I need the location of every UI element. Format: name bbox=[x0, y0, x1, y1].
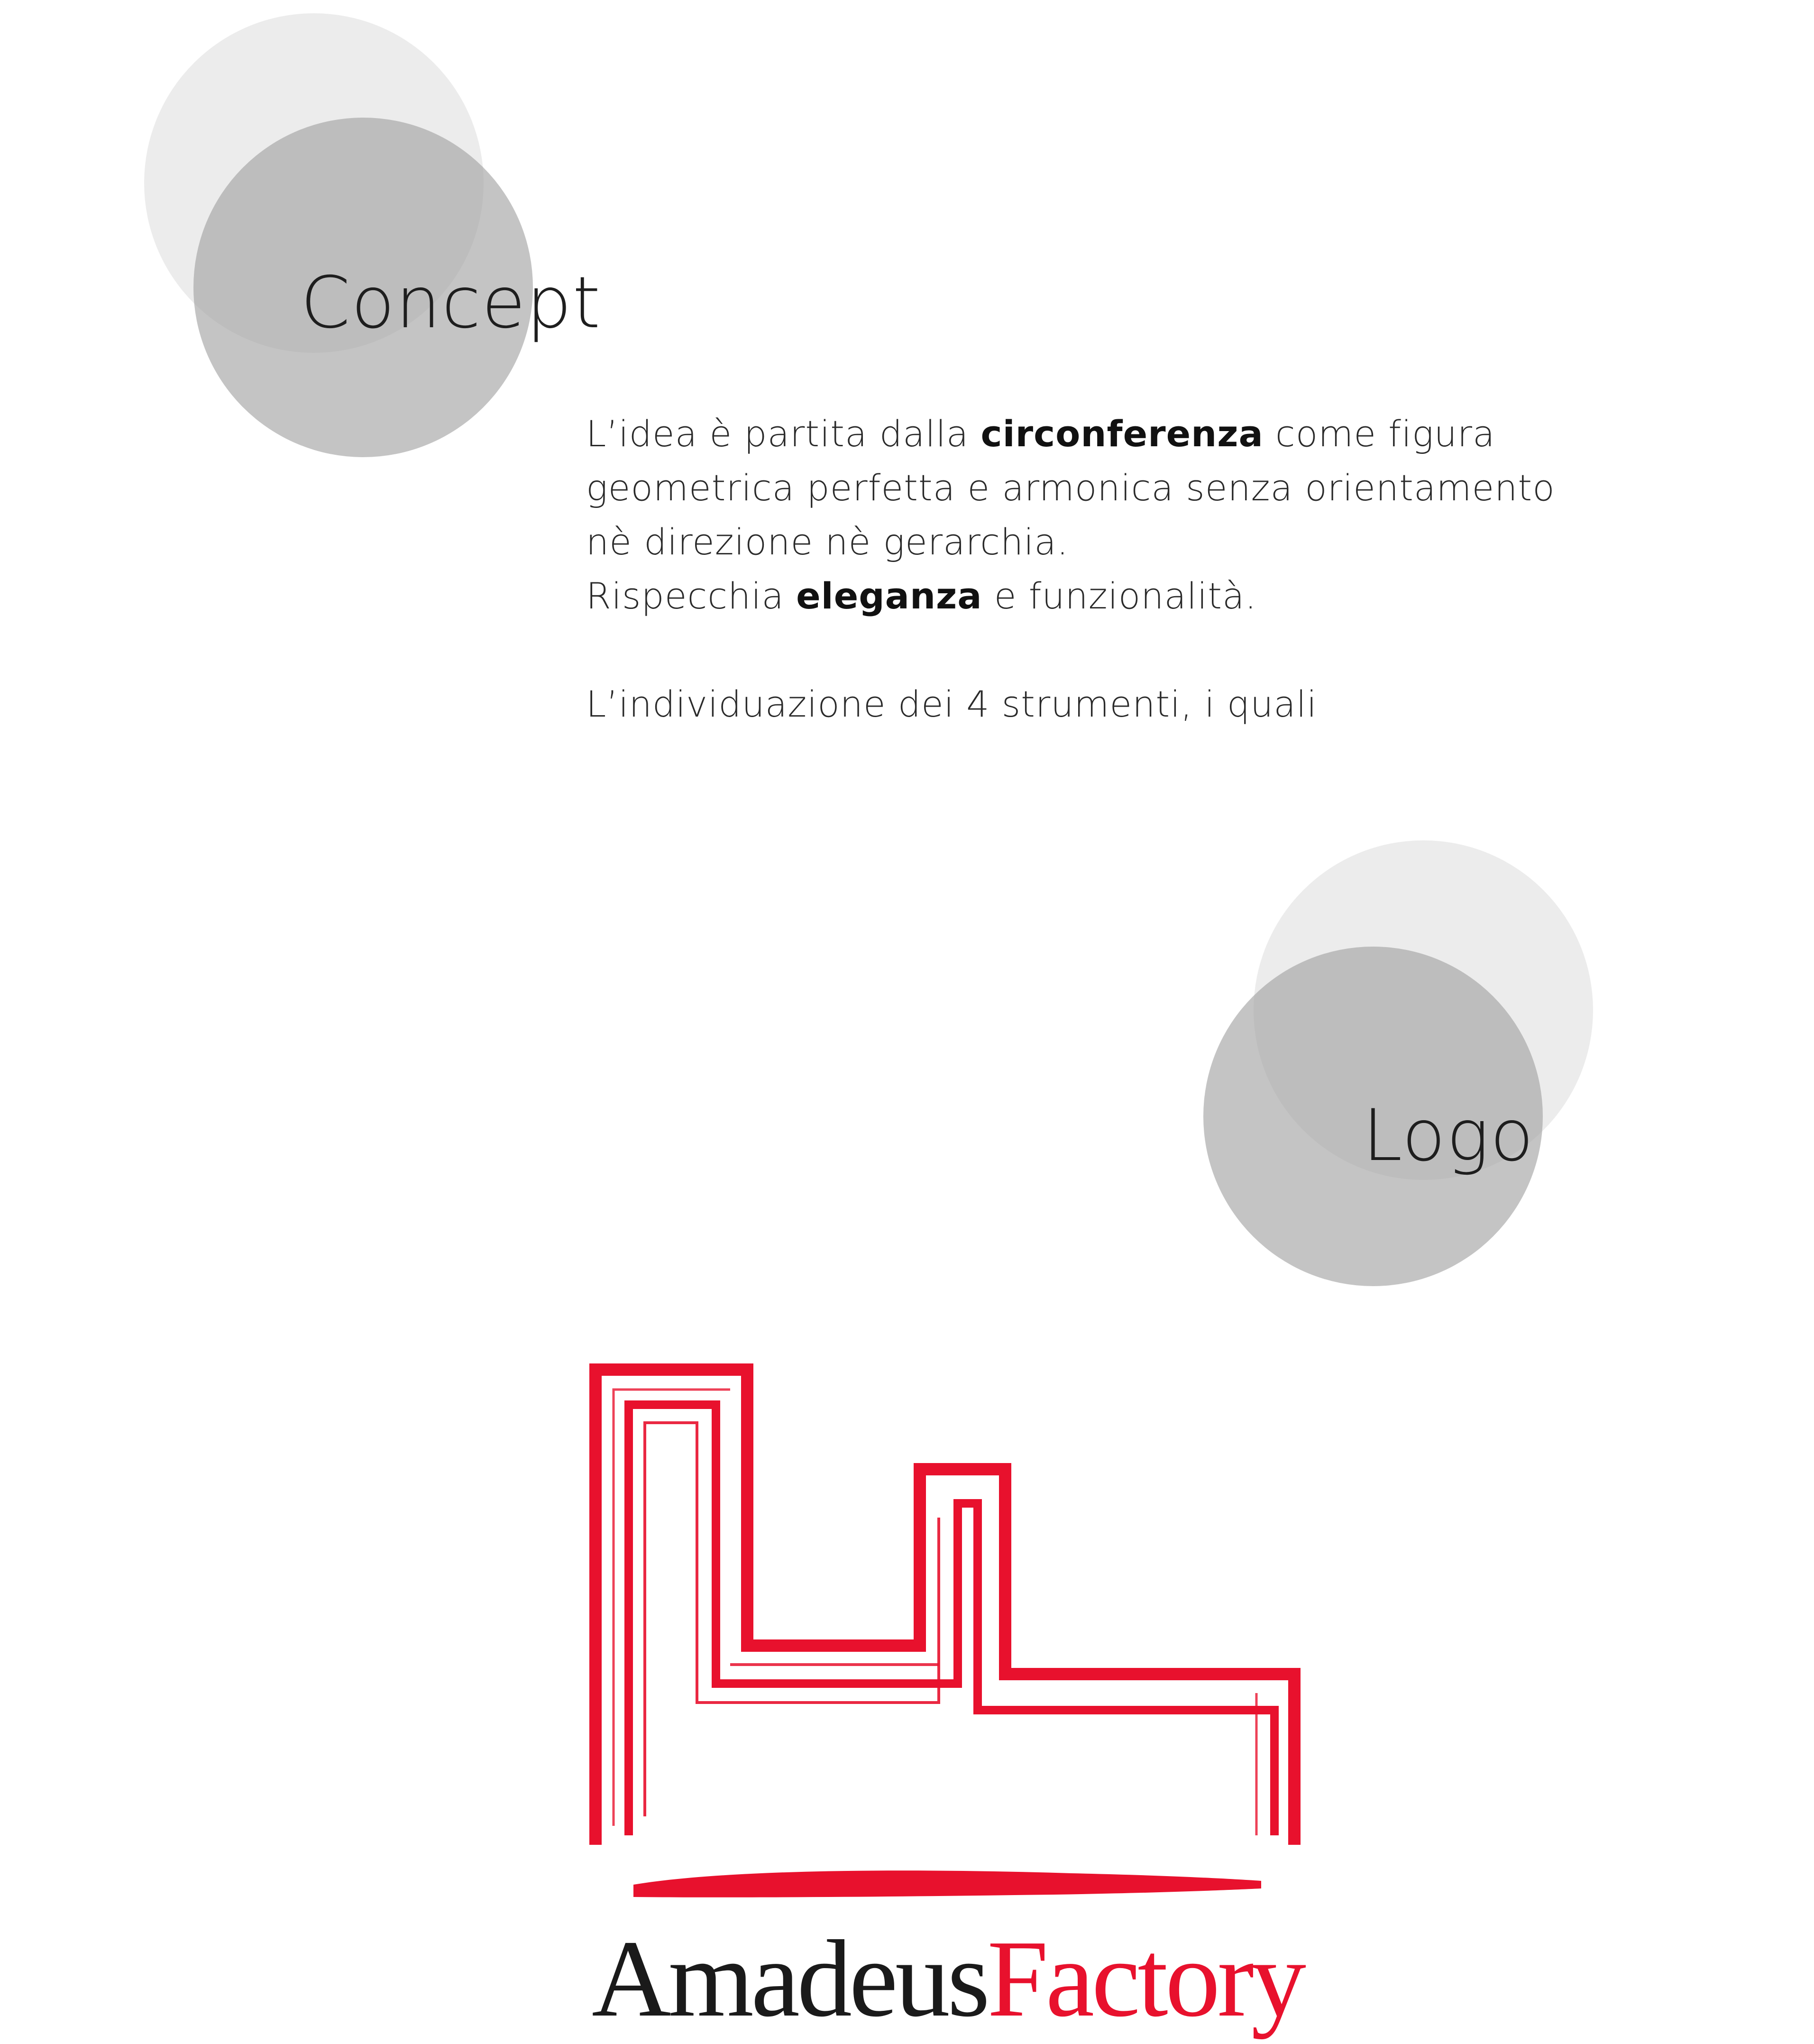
concept-title: Concept bbox=[301, 262, 602, 344]
svg-text:AmadeusFactory bbox=[592, 1918, 1306, 2040]
concept-description bbox=[586, 407, 1677, 731]
concept-line-3: nè direzione nè gerarchia. bbox=[586, 521, 1069, 563]
concept-line-4: Rispecchia eleganza e funzionalità. bbox=[586, 575, 1257, 617]
concept-line-5: L’individuazione dei 4 strumenti, i quali bbox=[586, 683, 1318, 725]
wordmark-amadeus: Amadeus bbox=[592, 1918, 988, 2040]
concept-line-2: geometrica perfetta e armonica senza orientamento bbox=[586, 467, 1555, 509]
amadeus-factory-wordmark bbox=[592, 1911, 1312, 2044]
logo-title: Logo bbox=[1363, 1095, 1535, 1177]
wordmark-factory: Factory bbox=[987, 1918, 1303, 2040]
factory-logo-mark bbox=[588, 1361, 1309, 1911]
concept-line-1: L’idea è partita dalla circonferenza come figura bbox=[586, 413, 1495, 455]
